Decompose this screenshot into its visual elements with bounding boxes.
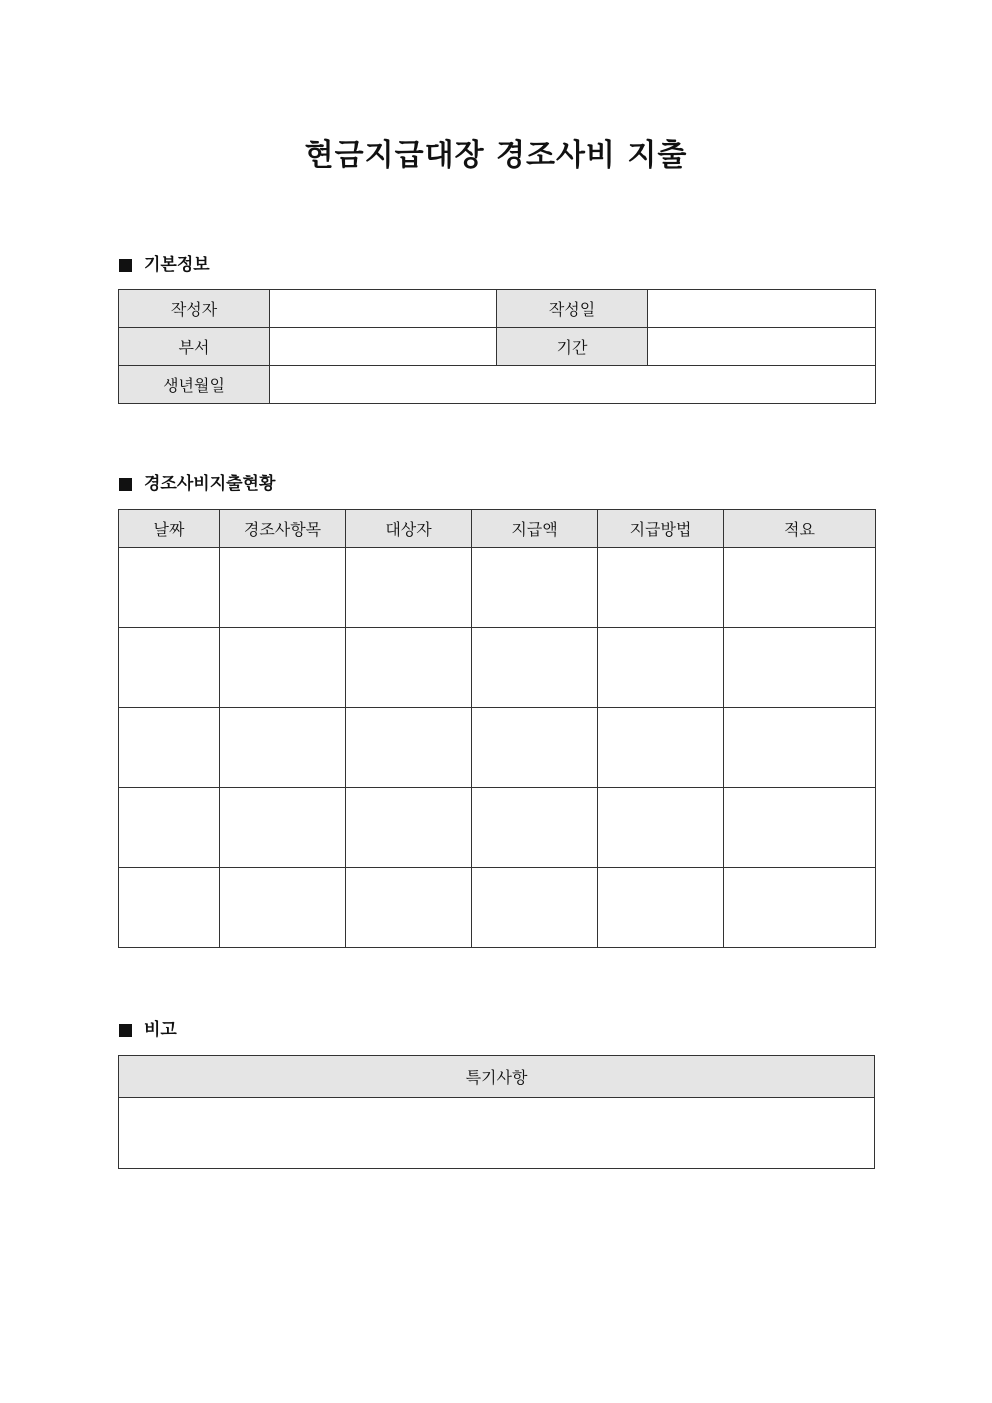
table-cell[interactable] [598, 868, 724, 948]
table-row [119, 366, 876, 404]
column-header-amount: 지급액 [472, 510, 598, 548]
table-cell[interactable] [220, 548, 346, 628]
column-header-summary: 적요 [724, 510, 876, 548]
square-bullet-icon [119, 1024, 132, 1037]
column-header-special-notes: 특기사항 [119, 1056, 875, 1098]
table-cell[interactable] [346, 628, 472, 708]
table-cell[interactable] [598, 708, 724, 788]
table-cell[interactable] [346, 708, 472, 788]
document-title: 현금지급대장 경조사비 지출 [304, 138, 688, 173]
table-header-row [119, 510, 876, 548]
department-field[interactable] [270, 328, 497, 366]
table-row [119, 1098, 875, 1169]
table-row [119, 290, 876, 328]
table-cell[interactable] [724, 708, 876, 788]
period-field[interactable] [648, 328, 876, 366]
table-cell[interactable] [472, 708, 598, 788]
table-row [119, 628, 876, 708]
date-field[interactable] [648, 290, 876, 328]
square-bullet-icon [119, 478, 132, 491]
section-heading-label: 경조사비지출현황 [144, 474, 276, 494]
table-cell[interactable] [220, 628, 346, 708]
table-cell[interactable] [220, 868, 346, 948]
table-row [119, 788, 876, 868]
basic-info-table [118, 289, 876, 404]
table-cell[interactable] [472, 548, 598, 628]
table-cell[interactable] [220, 788, 346, 868]
table-cell[interactable] [119, 548, 220, 628]
section-heading-expense-status [119, 472, 275, 496]
department-label: 부서 [119, 328, 270, 366]
period-label: 기간 [497, 328, 648, 366]
column-header-payment-method: 지급방법 [598, 510, 724, 548]
column-header-recipient: 대상자 [346, 510, 472, 548]
table-cell[interactable] [724, 868, 876, 948]
birthdate-field[interactable] [270, 366, 876, 404]
table-cell[interactable] [472, 788, 598, 868]
table-cell[interactable] [346, 788, 472, 868]
section-heading-basic-info [119, 253, 210, 277]
table-cell[interactable] [119, 868, 220, 948]
table-cell[interactable] [346, 548, 472, 628]
table-cell[interactable] [220, 708, 346, 788]
square-bullet-icon [119, 259, 132, 272]
table-header-row [119, 1056, 875, 1098]
table-cell[interactable] [119, 628, 220, 708]
author-label: 작성자 [119, 290, 270, 328]
section-heading-remarks [119, 1018, 177, 1042]
table-cell[interactable] [346, 868, 472, 948]
table-cell[interactable] [598, 788, 724, 868]
table-cell[interactable] [724, 548, 876, 628]
table-cell[interactable] [472, 868, 598, 948]
special-notes-field[interactable] [119, 1098, 875, 1169]
table-row [119, 548, 876, 628]
date-label: 작성일 [497, 290, 648, 328]
table-row [119, 708, 876, 788]
table-cell[interactable] [119, 708, 220, 788]
table-cell[interactable] [472, 628, 598, 708]
table-cell[interactable] [598, 548, 724, 628]
table-cell[interactable] [724, 628, 876, 708]
section-heading-label: 비고 [144, 1020, 177, 1040]
author-field[interactable] [270, 290, 497, 328]
remarks-table [118, 1055, 875, 1169]
column-header-event-item: 경조사항목 [220, 510, 346, 548]
table-cell[interactable] [724, 788, 876, 868]
section-heading-label: 기본정보 [144, 255, 210, 275]
table-row [119, 328, 876, 366]
table-cell[interactable] [598, 628, 724, 708]
column-header-date: 날짜 [119, 510, 220, 548]
birthdate-label: 생년월일 [119, 366, 270, 404]
table-cell[interactable] [119, 788, 220, 868]
expense-status-table [118, 509, 876, 948]
table-row [119, 868, 876, 948]
